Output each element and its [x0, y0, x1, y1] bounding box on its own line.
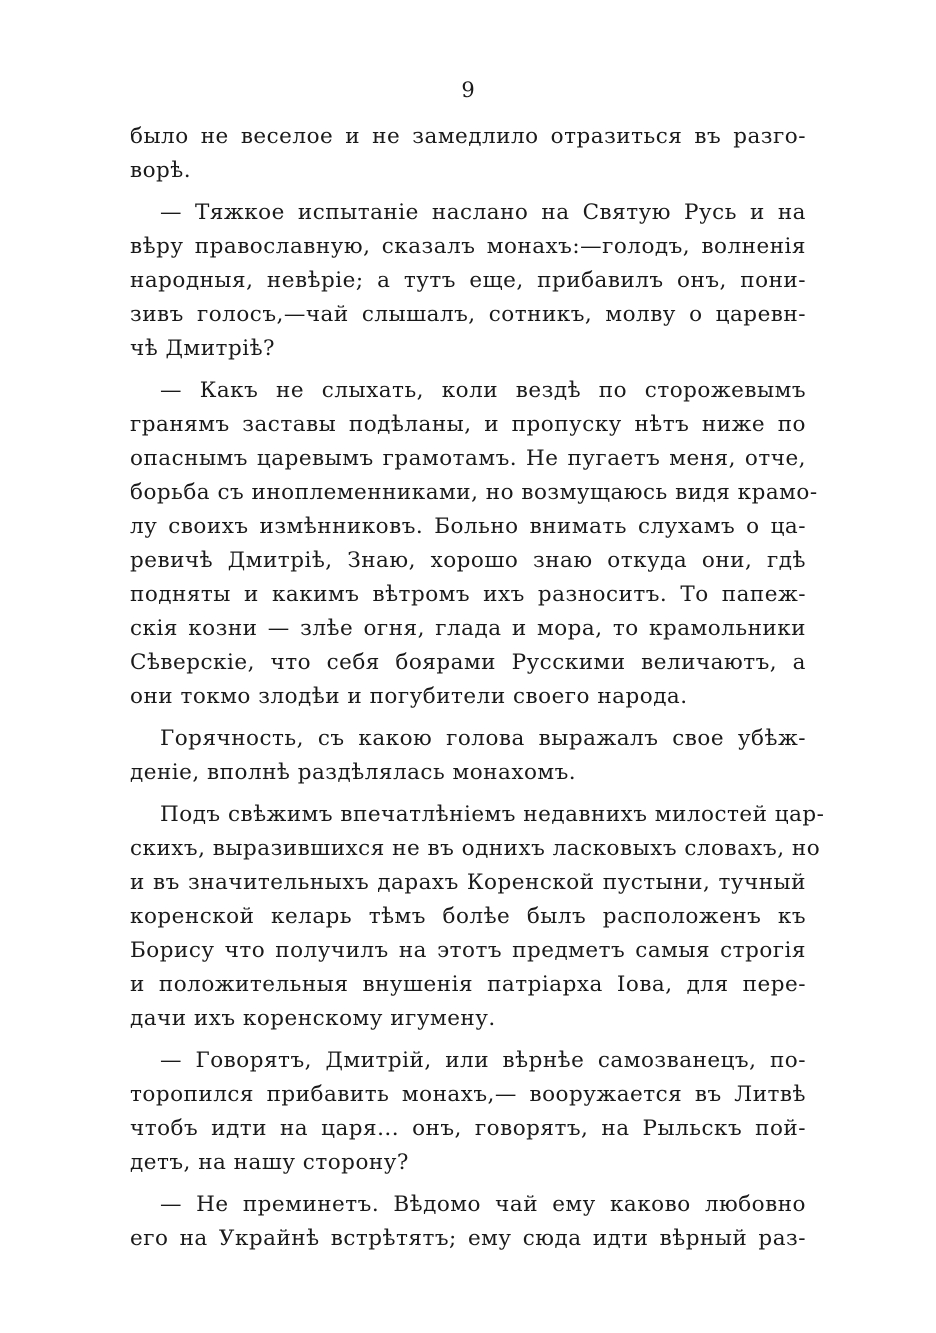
text-line: лу своихъ измѣнниковъ. Больно внимать слухамъ о ца-	[130, 514, 806, 539]
paragraph	[130, 722, 806, 790]
text-line: подняты и какимъ вѣтромъ ихъ разноситъ. То папеж-	[130, 582, 806, 607]
text-line: опаснымъ царевымъ грамотамъ. Не пугаетъ меня, отче,	[130, 446, 806, 471]
text-line: дачи ихъ коренскому игумену.	[130, 1006, 496, 1031]
text-line: Подъ свѣжимъ впечатлѣніемъ недавнихъ милостей цар-	[160, 802, 825, 827]
text-line: — Какъ не слыхать, коли вездѣ по сторожевымъ	[160, 378, 806, 403]
text-line: коренской келарь тѣмъ болѣе былъ расположенъ къ	[130, 904, 806, 929]
text-line: — Тяжкое испытаніе наслано на Святую Русь и на	[160, 200, 806, 225]
paragraph	[130, 1188, 806, 1256]
text-line: торопился прибавить монахъ,— вооружается въ Литвѣ	[130, 1082, 806, 1107]
text-line: — Говорятъ, Дмитрій, или вѣрнѣе самозванецъ, по-	[160, 1048, 806, 1073]
paragraph	[130, 798, 825, 1036]
text-line: Сѣверскіе, что себя боярами Русскими величаютъ, а	[130, 650, 806, 675]
text-line: гранямъ заставы подѣланы, и пропуску нѣтъ ниже по	[130, 412, 806, 437]
text-line: скихъ, выразившихся не въ однихъ ласковыхъ словахъ, но	[130, 836, 821, 861]
text-line: они токмо злодѣи и погубители своего народа.	[130, 684, 688, 709]
text-line: его на Украйнѣ встрѣтятъ; ему сюда идти вѣрный раз-	[130, 1226, 806, 1251]
text-line: скія козни — злѣе огня, глада и мора, то крамольники	[130, 616, 806, 641]
text-line: Борису что получилъ на этотъ предметъ самыя строгія	[130, 938, 806, 963]
body-text	[130, 120, 825, 1256]
text-line: ворѣ.	[130, 158, 192, 183]
text-line: чтобъ идти на царя... онъ, говорятъ, на Рыльскъ пой-	[130, 1116, 806, 1141]
text-line: вѣру православную, сказалъ монахъ:—голодъ, волненія	[130, 234, 806, 259]
text-line: борьба съ иноплеменниками, но возмущаюсь видя крамо-	[130, 480, 818, 505]
paragraph	[130, 374, 818, 714]
text-line: народныя, невѣріе; а тутъ еще, прибавилъ онъ, пони-	[130, 268, 806, 293]
page-number: 9	[461, 78, 475, 102]
text-line: было не веселое и не замедлило отразиться въ разго-	[130, 124, 806, 149]
text-line: Горячность, съ какою голова выражалъ свое убѣж-	[160, 726, 806, 751]
text-line: ревичѣ Дмитріѣ, Знаю, хорошо знаю откуда они, гдѣ	[130, 548, 806, 573]
text-line: чѣ Дмитріѣ?	[130, 336, 276, 361]
text-line: детъ, на нашу сторону?	[130, 1150, 409, 1175]
text-line: и положительныя внушенія патріарха Іова, для пере-	[130, 972, 806, 997]
text-line: — Не преминетъ. Вѣдомо чай ему каково любовно	[160, 1192, 806, 1217]
paragraph	[130, 196, 806, 366]
paragraph	[130, 120, 806, 188]
text-line: деніе, вполнѣ раздѣлялась монахомъ.	[130, 760, 577, 785]
text-line: и въ значительныхъ дарахъ Коренской пустыни, тучный	[130, 870, 806, 895]
paragraph	[130, 1044, 806, 1180]
text-line: зивъ голосъ,—чай слышалъ, сотникъ, молву о царевн-	[130, 302, 806, 327]
